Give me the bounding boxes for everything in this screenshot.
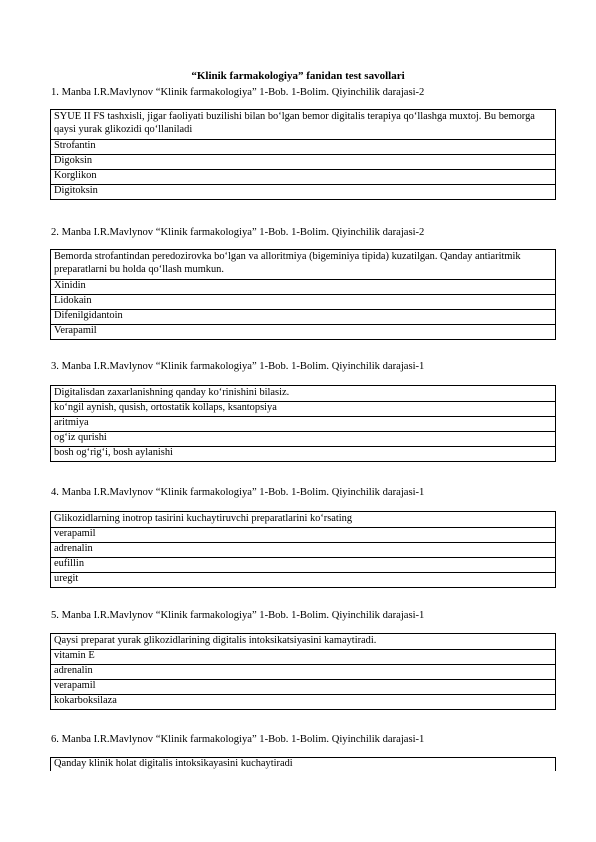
question-4-table	[50, 511, 556, 588]
question-4-header: 4. Manba I.R.Mavlynov “Klinik farmakologiya” 1-Bob. 1-Bolim. Qiyinchilik darajasi-1	[51, 487, 425, 498]
question-1-option-1: Strofantin	[51, 140, 556, 155]
question-3-text: Digitalisdan zaxarlanishning qanday ko‘rinishini bilasiz.	[51, 386, 556, 402]
question-3-option-1: ko‘ngil aynish, qusish, ortostatik kollaps, ksantopsiya	[51, 402, 556, 417]
question-5-option-3: verapamil	[51, 680, 556, 695]
question-3-option-2: aritmiya	[51, 417, 556, 432]
question-3-table	[50, 385, 556, 462]
question-1-option-4: Digitoksin	[51, 185, 556, 200]
question-4-option-4: uregit	[51, 573, 556, 588]
question-4-option-1: verapamil	[51, 528, 556, 543]
question-1-header: 1. Manba I.R.Mavlynov “Klinik farmakologiya” 1-Bob. 1-Bolim. Qiyinchilik darajasi-2	[51, 87, 425, 98]
document-title: “Klinik farmakologiya” fanidan test savollari	[191, 70, 405, 82]
question-4-option-2: adrenalin	[51, 543, 556, 558]
question-6-header: 6. Manba I.R.Mavlynov “Klinik farmakologiya” 1-Bob. 1-Bolim. Qiyinchilik darajasi-1	[51, 734, 425, 745]
question-3-option-4: bosh og‘rig‘i, bosh aylanishi	[51, 447, 556, 462]
question-1-text: SYUE II FS tashxisli, jigar faoliyati buzilishi bilan bo‘lgan bemor digitalis terapiya qo‘llashga muxtoj. Bu bemorga qaysi yurak glikozidi qo‘llaniladi	[51, 110, 556, 140]
question-2-table	[50, 249, 556, 340]
question-1-table	[50, 109, 556, 200]
question-2-option-1: Xinidin	[51, 280, 556, 295]
question-4-option-3: eufillin	[51, 558, 556, 573]
question-1-option-2: Digoksin	[51, 155, 556, 170]
question-5-header: 5. Manba I.R.Mavlynov “Klinik farmakologiya” 1-Bob. 1-Bolim. Qiyinchilik darajasi-1	[51, 610, 425, 621]
question-2-option-3: Difenilgidantoin	[51, 310, 556, 325]
question-5-text: Qaysi preparat yurak glikozidlarining digitalis intoksikatsiyasini kamaytiradi.	[51, 634, 556, 650]
question-2-option-2: Lidokain	[51, 295, 556, 310]
question-6-text: Qanday klinik holat digitalis intoksikayasini kuchaytiradi	[50, 757, 556, 771]
question-2-header: 2. Manba I.R.Mavlynov “Klinik farmakologiya” 1-Bob. 1-Bolim. Qiyinchilik darajasi-2	[51, 227, 425, 238]
question-5-option-2: adrenalin	[51, 665, 556, 680]
question-5-option-4: kokarboksilaza	[51, 695, 556, 710]
question-3-option-3: og‘iz qurishi	[51, 432, 556, 447]
question-5-option-1: vitamin E	[51, 650, 556, 665]
question-1-option-3: Korglikon	[51, 170, 556, 185]
question-4-text: Glikozidlarning inotrop tasirini kuchaytiruvchi preparatlarini ko‘rsating	[51, 512, 556, 528]
question-3-header: 3. Manba I.R.Mavlynov “Klinik farmakologiya” 1-Bob. 1-Bolim. Qiyinchilik darajasi-1	[51, 361, 425, 372]
question-2-text: Bemorda strofantindan peredozirovka bo‘lgan va alloritmiya (bigeminiya tipida) kuzatilgan. Qanday antiaritmik preparatlarni bu holda qo‘llash mumkun.	[51, 250, 556, 280]
question-2-option-4: Verapamil	[51, 325, 556, 340]
question-5-table	[50, 633, 556, 710]
